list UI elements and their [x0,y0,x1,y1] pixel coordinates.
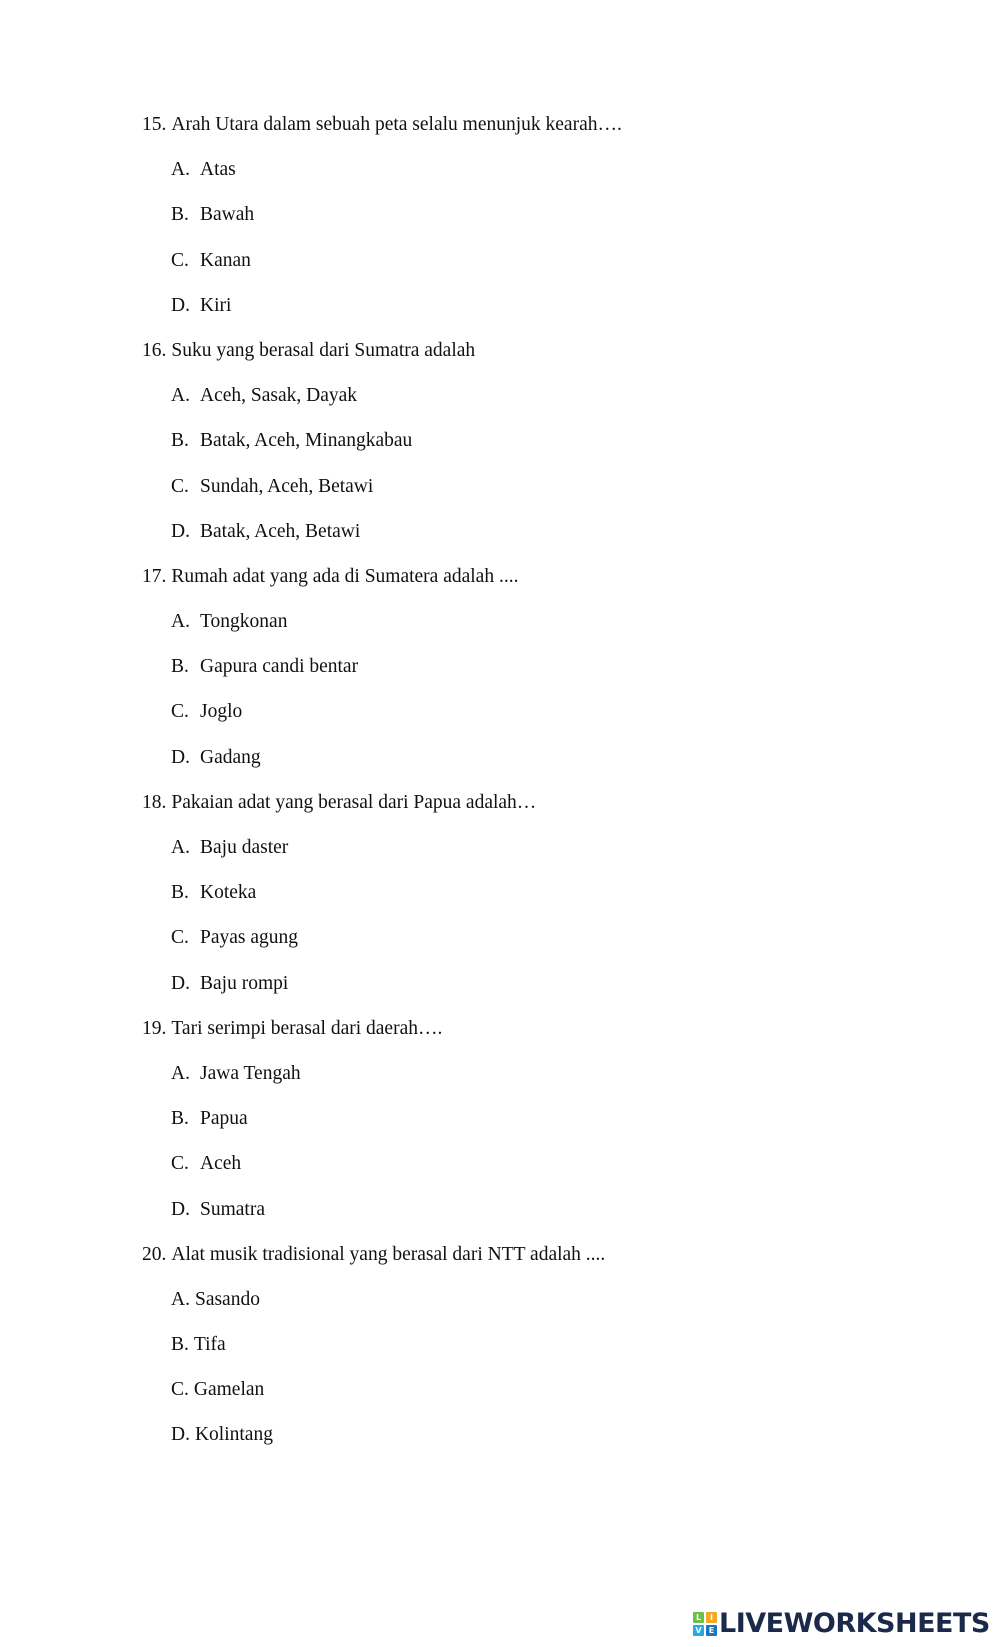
option-text: Sasando [194,1288,260,1310]
answer-option[interactable] [142,745,962,790]
option-letter: D. [171,294,190,316]
answer-option[interactable] [142,519,962,564]
option-letter: A. [171,385,190,407]
question-text: Alat musik tradisional yang berasal dari NTT adalah .... [171,1243,606,1265]
live-grid-icon [693,1612,717,1636]
option-letter: D. [171,1198,190,1220]
answer-option[interactable] [142,1377,962,1422]
answer-option[interactable] [142,293,962,338]
question [142,338,962,564]
option-text: Gamelan [193,1379,265,1401]
answer-option[interactable] [142,1287,962,1332]
option-letter: D. [171,1424,190,1446]
question-text: Rumah adat yang ada di Sumatera adalah .... [171,565,519,587]
answer-option[interactable] [142,609,962,654]
option-text: Kanan [200,249,251,271]
option-text: Bawah [200,204,255,226]
answer-option[interactable] [142,835,962,880]
answer-option[interactable] [142,880,962,925]
option-text: Sumatra [200,1198,265,1220]
question [142,1242,962,1468]
question-stem [142,112,962,157]
question-stem [142,1242,962,1287]
question-text: Arah Utara dalam sebuah peta selalu menunjuk kearah…. [171,114,622,135]
option-letter: D. [171,520,190,542]
option-text: Batak, Aceh, Betawi [200,520,361,542]
option-text: Gapura candi bentar [200,656,359,678]
option-letter: A. [171,837,190,858]
option-text: Baju daster [200,837,289,858]
option-letter: B. [171,1108,189,1130]
worksheet [142,112,962,1468]
answer-option[interactable] [142,383,962,428]
question-list [142,112,962,1468]
answer-option[interactable] [142,1106,962,1151]
question-stem [142,1016,962,1061]
option-text: Aceh [200,1153,242,1175]
question-text: Suku yang berasal dari Sumatra adalah [171,339,476,361]
answer-option[interactable] [142,1151,962,1196]
question-stem [142,790,962,835]
question [142,564,962,790]
option-letter: D. [171,972,190,994]
option-letter: B. [171,1334,189,1356]
answer-option[interactable] [142,699,962,744]
option-text: Kolintang [194,1424,273,1446]
option-letter: A. [171,1288,190,1310]
option-letter: C. [171,1379,189,1401]
option-letter: A. [171,159,190,181]
question-number: 16. [142,339,167,361]
option-letter: D. [171,746,190,768]
question-stem [142,564,962,609]
option-letter: A. [171,1062,190,1084]
question-number: 18. [142,791,167,813]
option-text: Payas agung [200,927,299,949]
option-text: Sundah, Aceh, Betawi [200,475,374,497]
answer-option[interactable] [142,1422,962,1467]
answer-option[interactable] [142,157,962,202]
option-text: Atas [200,159,236,181]
logo-cell-i: I [706,1612,717,1623]
option-letter: C. [171,701,189,723]
option-letter: B. [171,204,189,226]
option-text: Gadang [200,746,261,768]
brand-name: LIVEWORKSHEETS [719,1608,990,1639]
logo-cell-l: L [693,1612,704,1623]
question [142,790,962,1016]
liveworksheets-logo[interactable] [693,1609,990,1639]
option-letter: C. [171,1153,189,1175]
question-text: Pakaian adat yang berasal dari Papua adalah… [171,791,537,813]
option-letter: B. [171,430,189,452]
option-text: Baju rompi [200,972,289,994]
logo-cell-v: V [693,1625,704,1636]
answer-option[interactable] [142,1197,962,1242]
option-letter: B. [171,882,189,904]
answer-option[interactable] [142,202,962,247]
option-text: Aceh, Sasak, Dayak [200,385,358,407]
option-text: Tifa [193,1334,226,1356]
question [142,1016,962,1242]
option-letter: C. [171,249,189,271]
option-letter: B. [171,656,189,678]
option-letter: C. [171,475,189,497]
answer-option[interactable] [142,428,962,473]
option-text: Kiri [200,294,232,316]
answer-option[interactable] [142,474,962,519]
question-number: 19. [142,1017,167,1039]
question [142,112,962,338]
answer-option[interactable] [142,1332,962,1377]
question-number: 15. [142,114,167,135]
answer-option[interactable] [142,925,962,970]
option-text: Koteka [200,882,257,904]
answer-option[interactable] [142,248,962,293]
logo-cell-e: E [706,1625,717,1636]
option-letter: C. [171,927,189,949]
option-text: Joglo [200,701,243,723]
question-text: Tari serimpi berasal dari daerah…. [171,1017,443,1039]
option-text: Batak, Aceh, Minangkabau [200,430,413,452]
answer-option[interactable] [142,1061,962,1106]
question-stem [142,338,962,383]
answer-option[interactable] [142,971,962,1016]
option-text: Tongkonan [200,611,288,633]
question-number: 20. [142,1243,167,1265]
question-number: 17. [142,565,167,587]
option-letter: A. [171,611,190,633]
option-text: Papua [200,1108,248,1130]
option-text: Jawa Tengah [200,1062,301,1084]
answer-option[interactable] [142,654,962,699]
